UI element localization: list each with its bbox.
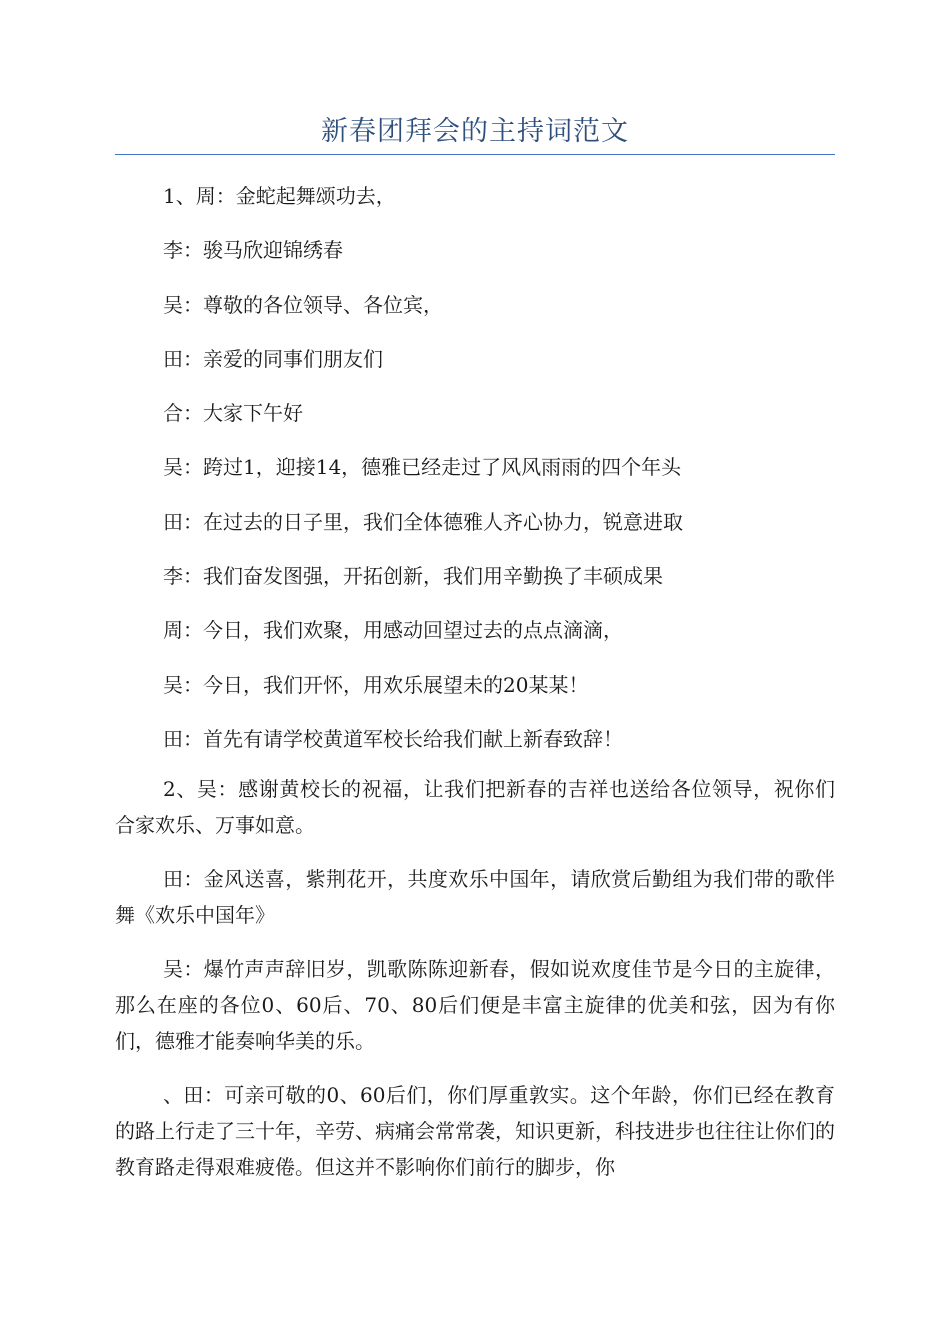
dialogue-line: 1、周：金蛇起舞颂功去，: [163, 184, 396, 208]
dialogue-line: 李：骏马欣迎锦绣春: [163, 238, 343, 263]
paragraph: 2、吴：感谢黄校长的祝福，让我们把新春的吉祥也送给各位领导，祝你们合家欢乐、万事如意。: [115, 777, 835, 837]
dialogue-line: 周：今日，我们欢聚，用感动回望过去的点点滴滴，: [163, 618, 623, 643]
dialogue-line: 合：大家下午好: [163, 401, 303, 426]
dialogue-line: 李：我们奋发图强，开拓创新，我们用辛勤换了丰硕成果: [163, 564, 663, 589]
dialogue-line: 吴：今日，我们开怀，用欢乐展望未的20某某！: [163, 672, 589, 697]
dialogue-line: 田：亲爱的同事们朋友们: [163, 346, 383, 371]
paragraph: 、田：可亲可敬的0、60后们，你们厚重敦实。这个年龄，你们已经在教育的路上行走了三十年，辛劳、病痛会常常袭，知识更新，科技进步也往往让你们的教育路走得艰难疲倦。但这并不影响你们前行的脚步，你: [115, 1083, 835, 1179]
paragraph: 吴：爆竹声声辞旧岁，凯歌陈陈迎新春，假如说欢度佳节是今日的主旋律，那么在座的各位0、60后、70、80后们便是丰富主旋律的优美和弦，因为有你们，德雅才能奏响华美的乐。: [115, 957, 835, 1053]
paragraph: 田：金风送喜，紫荆花开，共度欢乐中国年，请欣赏后勤组为我们带的歌伴舞《欢乐中国年》: [115, 867, 835, 927]
dialogue-lines: [163, 176, 835, 773]
dialogue-line: 田：首先有请学校黄道军校长给我们献上新春致辞！: [163, 726, 623, 751]
title-underline: [115, 154, 835, 155]
dialogue-line: 田：在过去的日子里，我们全体德雅人齐心协力，锐意进取: [163, 509, 683, 534]
document-title: 新春团拜会的主持词范文: [321, 116, 629, 147]
dialogue-line: 吴：跨过1，迎接14，德雅已经走过了风风雨雨的四个年头: [163, 455, 682, 480]
body-paragraphs: [115, 771, 835, 1203]
dialogue-line: 吴：尊敬的各位领导、各位宾，: [163, 292, 443, 317]
